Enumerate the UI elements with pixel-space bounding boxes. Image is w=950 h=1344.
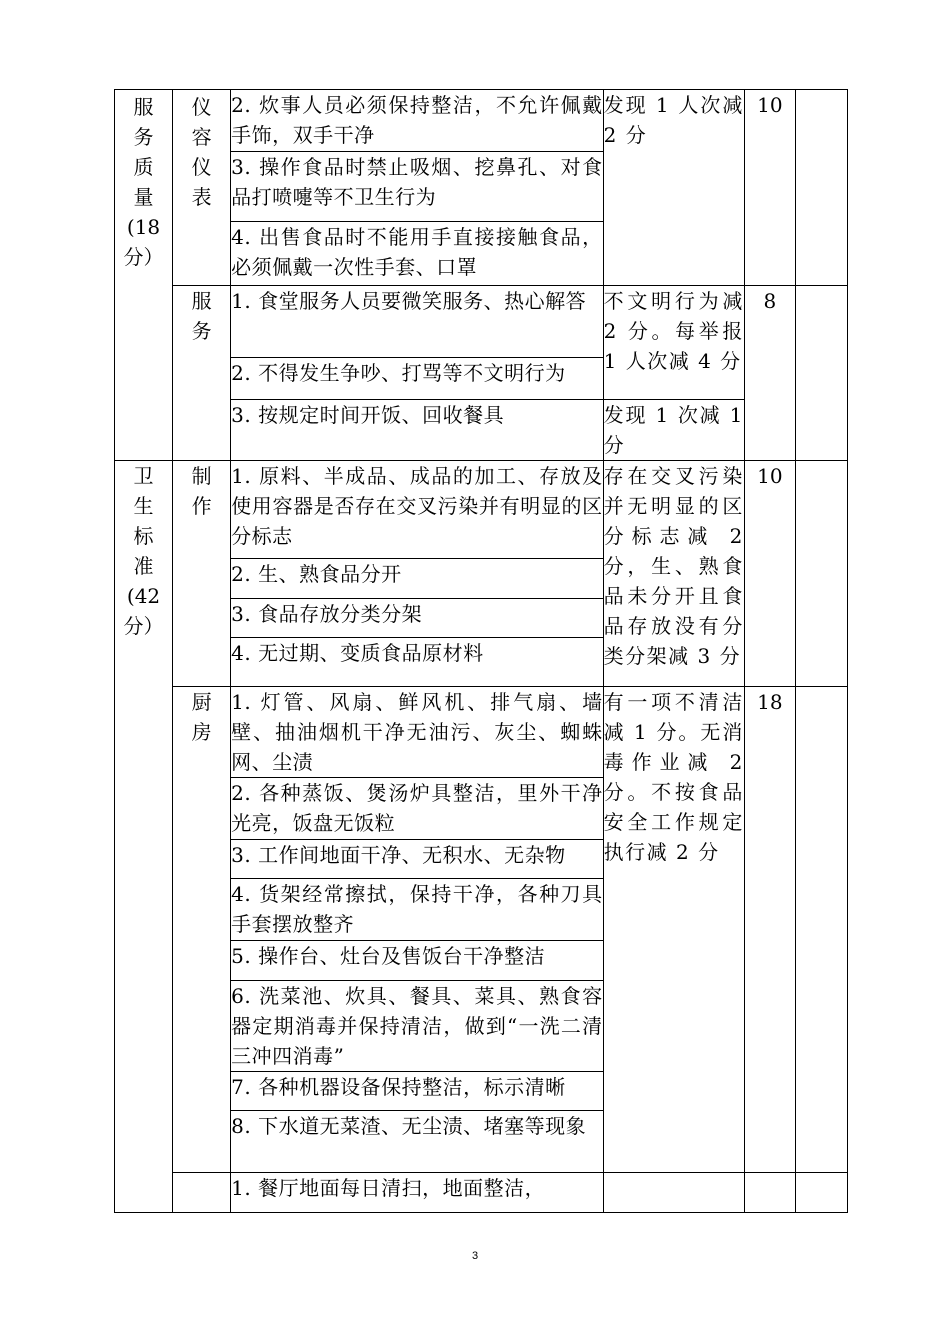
- blank-cell: [795, 461, 847, 687]
- score-service: 8: [744, 286, 795, 461]
- item-appearance-4: 4. 出售食品时不能用手直接接触食品，必须佩戴一次性手套、口罩: [231, 222, 604, 286]
- subcategory-production: 制 作: [173, 461, 231, 687]
- item-production-2: 2. 生、熟食品分开: [231, 559, 604, 599]
- score-appearance: 10: [744, 90, 795, 286]
- item-kitchen-5: 5. 操作台、灶台及售饭台干净整洁: [231, 941, 604, 981]
- category-hygiene-standard: 卫 生 标 准 (42 分）: [115, 461, 173, 1213]
- item-production-1: 1. 原料、半成品、成品的加工、存放及使用容器是否存在交叉污染并有明显的区分标志: [231, 461, 604, 559]
- page-number: 3: [471, 1250, 479, 1262]
- criterion-service-a: 不文明行为减 2 分。每举报 1 人次减 4 分: [603, 286, 744, 400]
- item-production-4: 4. 无过期、变质食品原材料: [231, 638, 604, 687]
- criterion-service-b: 发现 1 次减 1 分: [603, 400, 744, 461]
- score-kitchen: 18: [744, 687, 795, 1173]
- criterion-dining: [603, 1173, 744, 1213]
- item-service-1: 1. 食堂服务人员要微笑服务、热心解答: [231, 286, 604, 358]
- item-kitchen-8: 8. 下水道无菜渣、无尘渍、堵塞等现象: [231, 1111, 604, 1173]
- subcategory-appearance: 仪 容 仪 表: [173, 90, 231, 286]
- item-kitchen-3: 3. 工作间地面干净、无积水、无杂物: [231, 840, 604, 879]
- blank-cell: [795, 1173, 847, 1213]
- item-kitchen-2: 2. 各种蒸饭、煲汤炉具整洁，里外干净光亮，饭盘无饭粒: [231, 778, 604, 840]
- evaluation-table: [114, 89, 848, 1213]
- blank-cell: [795, 687, 847, 1173]
- item-kitchen-7: 7. 各种机器设备保持整洁，标示清晰: [231, 1072, 604, 1111]
- item-service-2: 2. 不得发生争吵、打骂等不文明行为: [231, 358, 604, 400]
- item-production-3: 3. 食品存放分类分架: [231, 599, 604, 638]
- subcategory-kitchen: 厨 房: [173, 687, 231, 1173]
- item-kitchen-4: 4. 货架经常擦拭，保持干净，各种刀具手套摆放整齐: [231, 879, 604, 941]
- score-dining: [744, 1173, 795, 1213]
- criterion-kitchen: 有一项不清洁减 1 分。无消毒作业减 2 分。不按食品安全工作规定执行减 2 分: [603, 687, 744, 1173]
- item-kitchen-6: 6. 洗菜池、炊具、餐具、菜具、熟食容器定期消毒并保持清洁，做到“一洗二清三冲四消毒”: [231, 981, 604, 1072]
- item-appearance-3: 3. 操作食品时禁止吸烟、挖鼻孔、对食品打喷嚏等不卫生行为: [231, 152, 604, 222]
- subcategory-dining: [173, 1173, 231, 1213]
- criterion-appearance: 发现 1 人次减 2 分: [603, 90, 744, 286]
- item-service-3: 3. 按规定时间开饭、回收餐具: [231, 400, 604, 461]
- category-service-quality: 服 务 质 量 (18 分）: [115, 90, 173, 461]
- subcategory-service: 服 务: [173, 286, 231, 461]
- item-dining-1: 1. 餐厅地面每日清扫，地面整洁，: [231, 1173, 604, 1213]
- blank-cell: [795, 286, 847, 461]
- item-appearance-2: 2. 炊事人员必须保持整洁，不允许佩戴手饰，双手干净: [231, 90, 604, 152]
- criterion-production: 存在交叉污染并无明显的区分标志减 2 分，生、熟食品未分开且食品存放没有分类分架减 3 分: [603, 461, 744, 687]
- blank-cell: [795, 90, 847, 286]
- item-kitchen-1: 1. 灯管、风扇、鲜风机、排气扇、墙壁、抽油烟机干净无油污、灰尘、蜘蛛网、尘渍: [231, 687, 604, 778]
- score-production: 10: [744, 461, 795, 687]
